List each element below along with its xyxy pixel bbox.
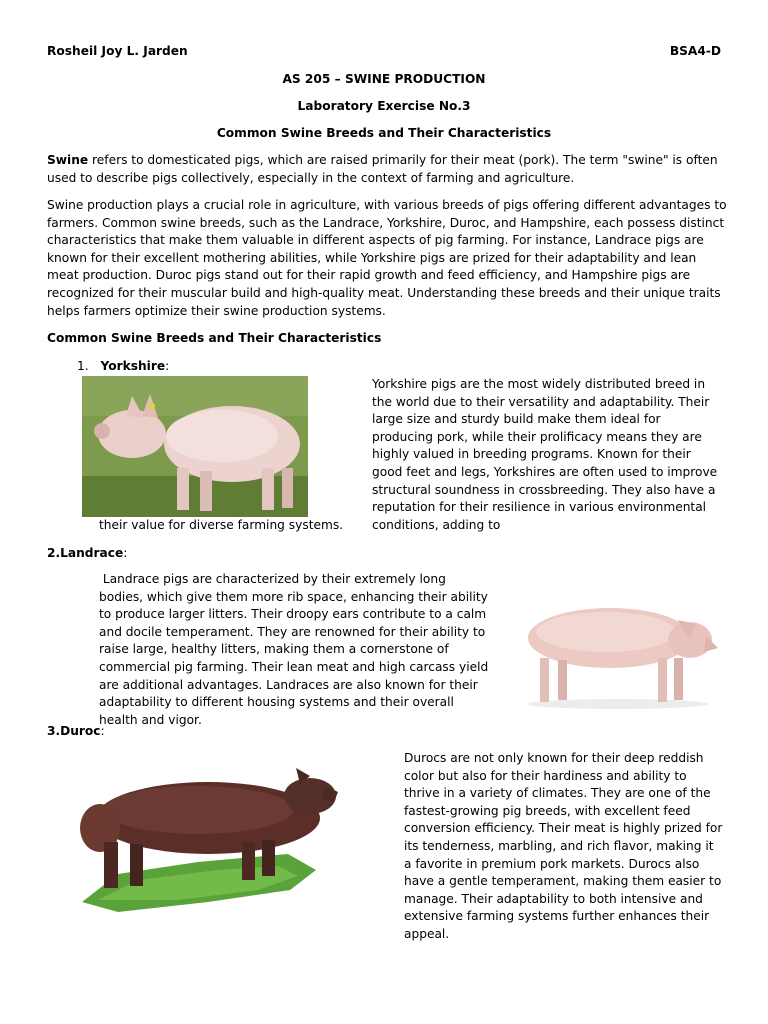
breed-name: Yorkshire — [100, 359, 166, 373]
topic-title: Common Swine Breeds and Their Characteristics — [216, 126, 552, 140]
author-name: Rosheil Joy L. Jarden — [47, 44, 188, 58]
yorkshire-description-tail: their value for diverse farming systems. — [99, 518, 344, 532]
breed-name: Landrace — [60, 546, 124, 560]
intro-definition-text: refers to domesticated pigs, which are raised primarily for their meat (pork). The term "swine" is often used to describe pigs collectively, especially in the context of farming and agriculture. — [47, 153, 718, 185]
section-heading: Common Swine Breeds and Their Characteristics — [47, 331, 382, 345]
intro-definition — [47, 152, 727, 187]
duroc-photo — [78, 762, 338, 914]
breed-number: 2. — [47, 546, 61, 560]
breed-name: Duroc — [60, 724, 101, 738]
breed-heading-duroc — [47, 723, 105, 741]
breed-number: 3. — [47, 724, 61, 738]
breed-suffix: : — [100, 724, 105, 738]
yorkshire-photo — [82, 376, 308, 517]
intro-term: Swine — [47, 153, 89, 167]
yorkshire-description: Yorkshire pigs are the most widely distributed breed in the world due to their versatility and adaptability. Their large size and sturdy build make them ideal for producing pork, while their prolificacy means they are highly valued in breeding programs. Known for their good feet and legs, Yorkshires are often used to improve structural soundness in crossbreeding. They also have a reputation for their resilience in various environmental conditions, adding to — [372, 377, 718, 532]
class-section: BSA4-D — [669, 44, 721, 58]
course-title: AS 205 – SWINE PRODUCTION — [282, 72, 486, 86]
landrace-photo — [518, 596, 722, 711]
breed-suffix: : — [123, 546, 128, 560]
exercise-title: Laboratory Exercise No.3 — [297, 99, 471, 113]
duroc-description: Durocs are not only known for their deep reddish color but also for their hardiness and ability to thrive in a variety of climates. They are one of the fastest-growing pig breeds, with excellent feed conversion efficiency. Their meat is highly prized for its tenderness, marbling, and rich flavor, making it a favorite in premium pork markets. Durocs also have a gentle temperament, making them easier to manage. Their adaptability to both intensive and extensive farming systems further enhances their appeal. — [404, 751, 723, 941]
breed-suffix: : — [165, 359, 170, 373]
breed-heading-landrace — [47, 545, 127, 563]
breed-heading-yorkshire — [77, 358, 169, 376]
breed-number: 1. — [77, 359, 89, 373]
landrace-description: Landrace pigs are characterized by their extremely long bodies, which give them more rib space, enhancing their ability to produce larger litters. Their droopy ears contribute to a calm and docile temperament. They are renowned for their ability to raise large, healthy litters, making them a cornerstone of commercial pig farming. Their lean meat and high carcass yield are additional advantages. Landraces are also known for their adaptability to different housing systems and their overall health and vigor. — [99, 572, 493, 727]
intro-overview: Swine production plays a crucial role in agriculture, with various breeds of pigs offering different advantages to farmers. Common swine breeds, such as the Landrace, Yorkshire, Duroc, and Hampshire, each possess distinct characteristics that make them valuable in different aspects of pig farming. For instance, Landrace pigs are known for their excellent mothering abilities, while Yorkshire pigs are prized for their adaptability and lean meat production. Duroc pigs stand out for their rapid growth and feed efficiency, and Hampshire pigs are recognized for their muscular build and high-quality meat. Understanding these breeds and their unique traits helps farmers optimize their swine production systems. — [47, 198, 727, 318]
